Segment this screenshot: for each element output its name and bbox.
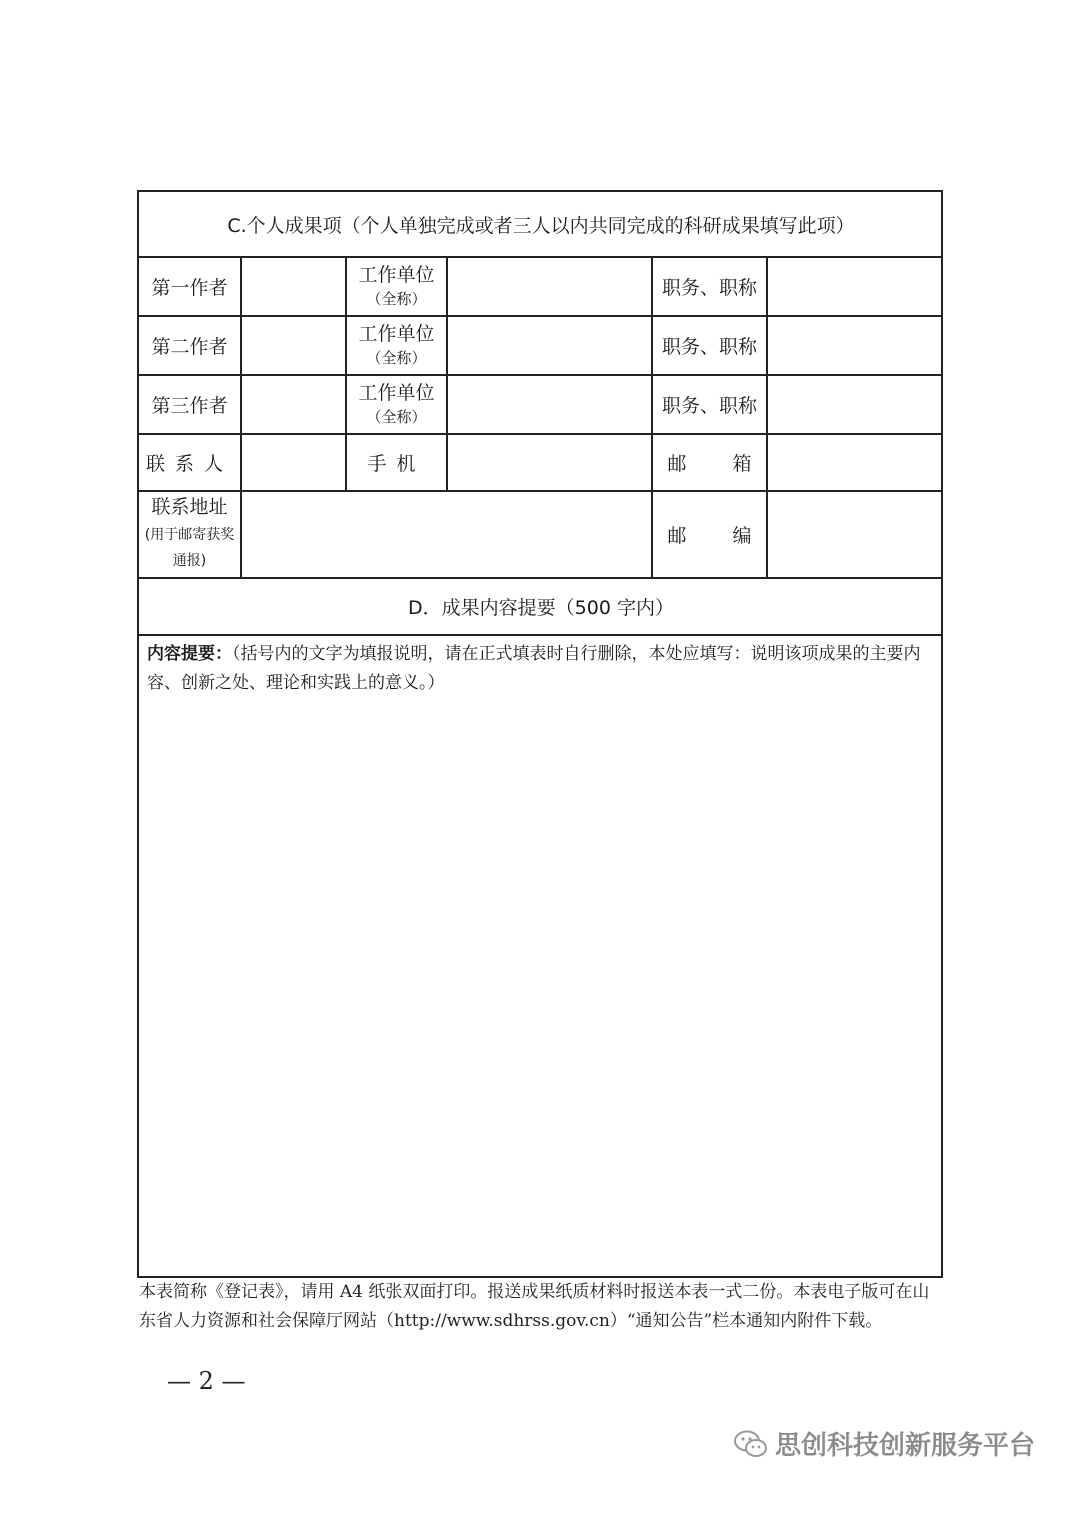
contact-person-label: 联系人	[145, 453, 233, 475]
address-label	[139, 492, 240, 577]
postcode-field[interactable]	[768, 492, 943, 577]
third-author-title-field[interactable]	[768, 376, 943, 433]
section-d-header: D．成果内容提要（500 字内）	[408, 597, 674, 619]
wechat-icon	[733, 1429, 769, 1459]
position-title-label: 职务、职称	[661, 395, 757, 417]
postcode-label-char-1: 邮	[667, 525, 687, 547]
second-author-label: 第二作者	[151, 336, 228, 358]
work-unit-label	[347, 258, 446, 315]
first-author-title-field[interactable]	[768, 258, 943, 315]
work-unit-label	[347, 376, 446, 433]
content-summary-area[interactable]	[147, 640, 937, 698]
summary-instructions: （括号内的文字为填报说明，请在正式填表时自行删除，本处应填写：说明该项成果的主要内容、创新之处、理论和实践上的意义。）	[147, 644, 921, 693]
first-author-field[interactable]	[242, 258, 345, 315]
email-label-char-1: 邮	[667, 453, 687, 475]
position-title-label: 职务、职称	[661, 336, 757, 358]
watermark	[733, 1425, 1035, 1462]
second-author-unit-field[interactable]	[448, 317, 651, 374]
address-label-sub-2: 通报)	[172, 553, 207, 570]
page-number: — 2 —	[167, 1367, 246, 1395]
work-unit-text: 工作单位	[358, 322, 435, 345]
work-unit-text: 工作单位	[358, 381, 435, 404]
watermark-text: 思创科技创新服务平台	[775, 1431, 1036, 1461]
address-field[interactable]	[242, 492, 651, 577]
work-unit-sub: （全称）	[366, 290, 427, 309]
position-title-label: 职务、职称	[661, 277, 757, 299]
third-author-unit-field[interactable]	[448, 376, 651, 433]
second-author-title-field[interactable]	[768, 317, 943, 374]
third-author-label: 第三作者	[151, 395, 228, 417]
email-label	[653, 435, 766, 490]
postcode-label-char-2: 编	[732, 525, 752, 547]
summary-label: 内容提要：	[147, 644, 232, 664]
second-author-field[interactable]	[242, 317, 345, 374]
footnote: 本表简称《登记表》，请用 A4 纸张双面打印。报送成果纸质材料时报送本表一式二份。本表电子版可在山东省人力资源和社会保障厅网站（http://www.sdhrss.gov.cn）“通知公告”栏本通知内附件下载。	[139, 1282, 930, 1331]
contact-person-field[interactable]	[242, 435, 345, 490]
address-label-sub-1: (用于邮寄获奖	[144, 526, 235, 543]
address-label-text: 联系地址	[151, 496, 228, 519]
work-unit-sub: （全称）	[366, 408, 427, 427]
postcode-label	[653, 492, 766, 577]
mobile-label: 手机	[367, 453, 426, 475]
registration-form-table	[137, 190, 943, 1278]
work-unit-text: 工作单位	[358, 263, 435, 286]
email-field[interactable]	[768, 435, 943, 490]
work-unit-sub: （全称）	[366, 349, 427, 368]
work-unit-label	[347, 317, 446, 374]
email-label-char-2: 箱	[732, 453, 752, 475]
first-author-unit-field[interactable]	[448, 258, 651, 315]
section-c-header: C.个人成果项（个人单独完成或者三人以内共同完成的科研成果填写此项）	[227, 214, 855, 237]
third-author-field[interactable]	[242, 376, 345, 433]
row-divider	[139, 634, 943, 636]
mobile-field[interactable]	[448, 435, 651, 490]
first-author-label: 第一作者	[151, 277, 228, 299]
